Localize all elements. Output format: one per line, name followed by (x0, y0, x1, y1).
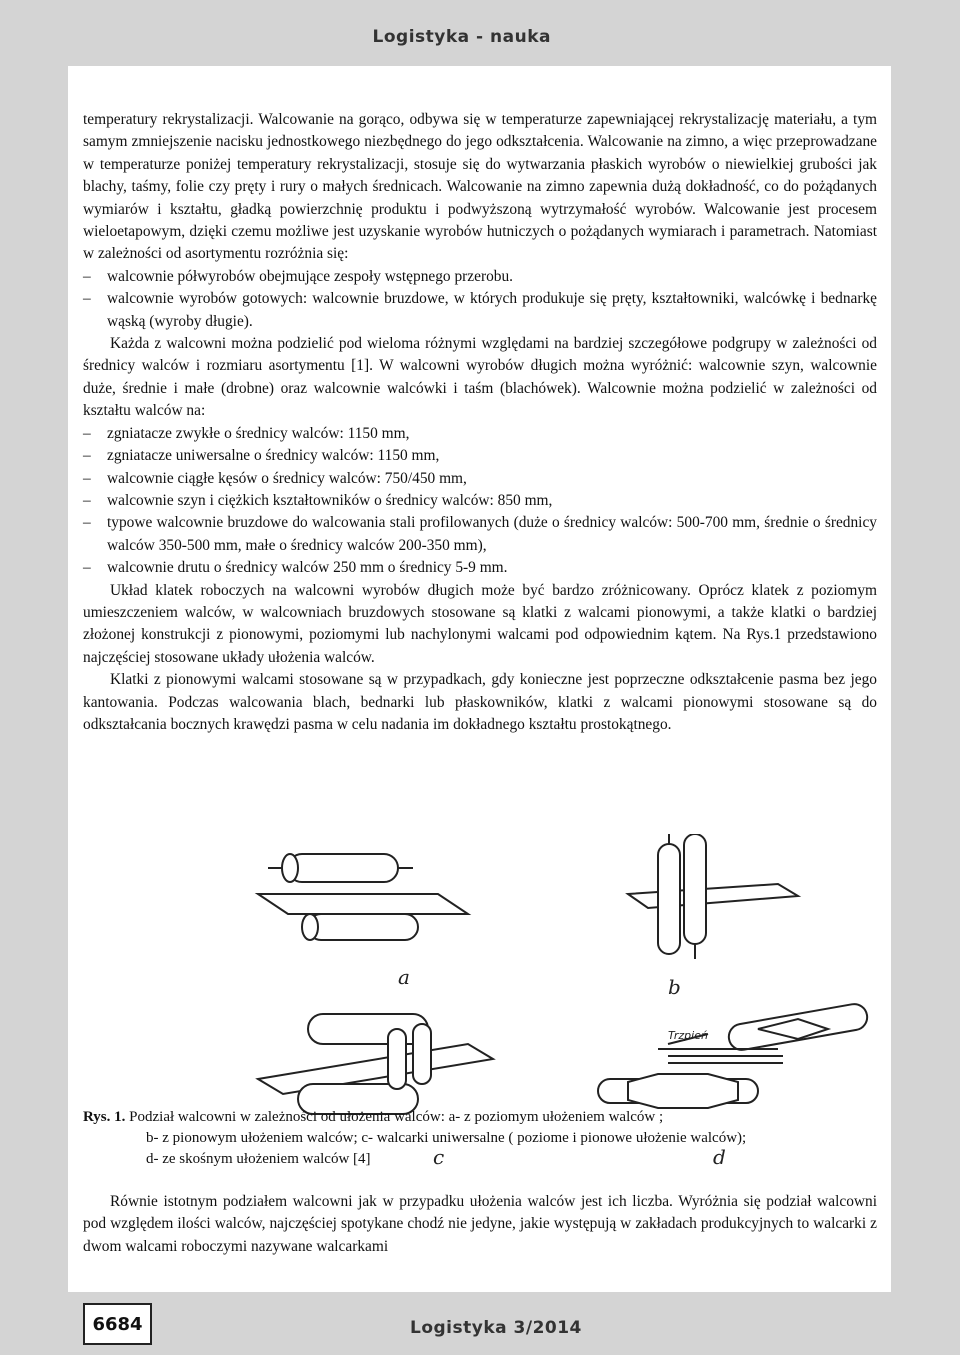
figure-caption (83, 1107, 883, 1170)
list-item: – walcownie wyrobów gotowych: walcownie bruzdowe, w których produkuje się pręty, kształtowniki, walcówkę i bednarkę wąską (wyroby długie). (83, 288, 877, 333)
label-c: c (433, 1145, 445, 1169)
paragraph-1: temperatury rekrystalizacji. Walcowanie na gorąco, odbywa się w temperaturze zapewniającej rekrystalizację materiału, a tym samym zmniejszenie nacisku jednostkowego niezbędnego do jego odkształcenia. Walcowanie na zimno, a więc przeprowadzane w temperaturze poniżej temperatury rekrystalizacji, stosuje się do wytwarzania płaskich wyrobów o niewielkiej grubości jak blachy, taśmy, folie czy pręty i rury o małych średnicach. Walcowanie na zimno zapewnia dużą dokładność, co do pożądanych wymiarów i kształtu, gładką powierzchnię produktu i podwyższoną wytrzymałość wyrobów. Walcowanie jest procesem wieloetapowym, dzięki czemu możliwe jest uzyskanie wyrobów hutniczych o pożądanych wymiarach i parametrach. Natomiast w zależności od asortymentu rozróżnia się: (83, 111, 877, 263)
list-item: – walcownie drutu o średnicy walców 250 mm o średnicy 5-9 mm. (83, 557, 877, 579)
paragraph-3: Układ klatek roboczych na walcowni wyrobów długich może być bardzo zróżnicowany. Oprócz klatek z poziomym umieszczeniem walców, w walcowniach bruzdowych stosowane są klatki z walcami pionowymi, a także klatki o bardziej złożonej konstrukcji z pionowymi, poziomymi lub nachylonymi walcami pod odpowiednim kątem. Na Rys.1 przedstawiono najczęściej stosowane układy ułożenia walców. (83, 581, 877, 666)
article-body (83, 109, 877, 736)
list-item: – zgniatacze zwykłe o średnicy walców: 1150 mm, (83, 423, 877, 445)
list-item: – walcownie półwyrobów obejmujące zespoły wstępnego przerobu. (83, 266, 877, 288)
diagram-c (258, 1014, 493, 1114)
label-a: a (398, 965, 410, 989)
list-item: – zgniatacze uniwersalne o średnicy walców: 1150 mm, (83, 445, 877, 467)
list-item: – typowe walcownie bruzdowe do walcowania stali profilowanych (duże o średnicy walców: 500-700 mm, średnie o średnicy walców 350-500 mm, małe o średnicy walców 200-350 mm), (83, 512, 877, 557)
caption-line-3: d- ze skośnym ułożeniem walców [4] (146, 1151, 371, 1167)
paragraph-4: Klatki z pionowymi walcami stosowane są w przypadkach, gdy konieczne jest poprzeczne odkształcenie pasma bez jego kantowania. Podczas walcowania blach, bednarki lub płaskowników, klatki z walcami pionowymi stosowane są do odkształcania bocznych krawędzi pasma w celu nadania im dokładnego kształtu prostokątnego. (83, 671, 877, 733)
label-d: d (713, 1145, 726, 1169)
paragraph-2: Każda z walcowni można podzielić pod wieloma różnymi względami na bardziej szczegółowe podgrupy w zależności od średnicy walców i rozmiaru asortymentu [1]. W walcowni wyrobów długich można wyróżnić: walcownie szyn, walcownie duże, średnie i małe (drobne) oraz walcownie walcówki i taśm (blachówek). Walcownie można podzielić w zależności od kształtu walców na: (83, 335, 877, 420)
journal-footer: Logistyka 3/2014 (410, 1318, 582, 1338)
mandrel-label: Trzpień (668, 1029, 708, 1042)
caption-line-1: Podział walcowni w zależności od ułożenia walców: a- z poziomym ułożeniem walców ; (129, 1109, 664, 1125)
page-number: 6684 (83, 1303, 152, 1345)
diagram-d (598, 1002, 869, 1108)
caption-line-2: b- z pionowym ułożeniem walców; c- walcarki uniwersalne ( poziome i pionowe ułożenie walców); (146, 1130, 747, 1146)
diagram-a (258, 854, 468, 940)
caption-label: Rys. 1. (83, 1109, 126, 1125)
list-item: – walcownie szyn i ciężkich kształtowników o średnicy walców: 850 mm, (83, 490, 877, 512)
assortment-list (83, 266, 877, 333)
paragraph-5: Równie istotnym podziałem walcowni jak w przypadku ułożenia walców jest ich liczba. Wyróżnia się podział walcowni pod względem ilości walców, najczęściej spotykane chodź nie jedyne, jakie występują w zakładach produkcyjnych to walcarki z dwom walcami roboczymi nazywane walcarkami (83, 1193, 877, 1255)
article-body-continued (83, 1191, 877, 1258)
list-item: – walcownie ciągłe kęsów o średnicy walców: 750/450 mm, (83, 468, 877, 490)
page-body (68, 66, 891, 1292)
running-header: Logistyka - nauka (372, 27, 551, 47)
diagram-b (628, 834, 798, 959)
label-b: b (668, 975, 681, 999)
roll-diameter-list (83, 423, 877, 580)
